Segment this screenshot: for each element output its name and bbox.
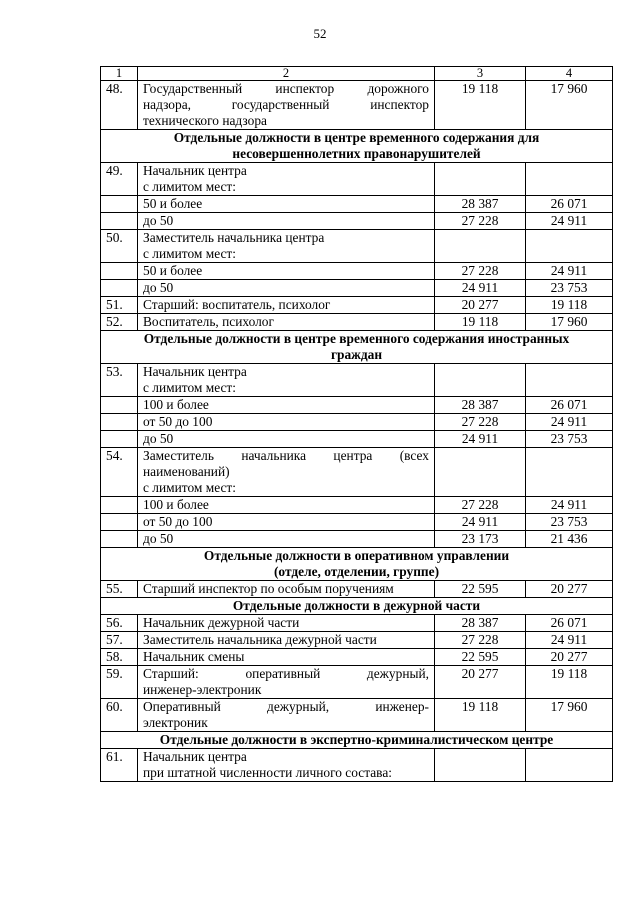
table-row	[101, 297, 613, 314]
section-heading	[101, 598, 613, 615]
value-col-4: 24 911	[526, 497, 613, 514]
value-col-3: 20 277	[435, 666, 526, 699]
table-row	[101, 163, 613, 196]
value-col-4: 23 753	[526, 280, 613, 297]
table-row	[101, 230, 613, 263]
value-col-3	[435, 448, 526, 497]
table-row	[101, 699, 613, 732]
value-col-3: 24 911	[435, 431, 526, 448]
limit-label: до 50	[138, 213, 435, 230]
section-heading-line: Отдельные должности в оперативном управлении	[203, 548, 510, 563]
value-col-3: 28 387	[435, 615, 526, 632]
row-number: 57.	[101, 632, 138, 649]
sub-row	[101, 531, 613, 548]
value-col-4	[526, 448, 613, 497]
table-row	[101, 81, 613, 130]
row-number: 56.	[101, 615, 138, 632]
position-title	[138, 314, 435, 331]
value-col-4: 23 753	[526, 431, 613, 448]
position-title-line: Воспитатель, психолог	[143, 314, 274, 329]
table-body	[101, 67, 613, 782]
row-number-empty	[101, 263, 138, 280]
sub-row	[101, 196, 613, 213]
row-number: 48.	[101, 81, 138, 130]
row-number: 59.	[101, 666, 138, 699]
value-col-4: 17 960	[526, 699, 613, 732]
position-title	[138, 364, 435, 397]
position-title-line: с лимитом мест:	[143, 380, 236, 395]
position-title-line: электроник	[143, 715, 208, 730]
value-col-3	[435, 749, 526, 782]
value-col-4: 21 436	[526, 531, 613, 548]
value-col-3: 23 173	[435, 531, 526, 548]
value-col-4: 17 960	[526, 314, 613, 331]
header-col-3: 3	[435, 67, 526, 81]
value-col-4: 20 277	[526, 649, 613, 666]
position-title-line: Начальник центра	[143, 749, 247, 764]
row-number: 50.	[101, 230, 138, 263]
row-number: 54.	[101, 448, 138, 497]
value-col-3	[435, 364, 526, 397]
value-col-3: 28 387	[435, 397, 526, 414]
row-number-empty	[101, 196, 138, 213]
table-row	[101, 581, 613, 598]
value-col-4: 24 911	[526, 263, 613, 280]
value-col-3: 22 595	[435, 581, 526, 598]
row-number: 55.	[101, 581, 138, 598]
row-number-empty	[101, 497, 138, 514]
value-col-4	[526, 364, 613, 397]
value-col-4: 24 911	[526, 632, 613, 649]
sub-row	[101, 280, 613, 297]
row-number-empty	[101, 213, 138, 230]
position-title-line: надзора, государственный инспектор	[143, 97, 429, 112]
table-row	[101, 666, 613, 699]
value-col-3: 27 228	[435, 213, 526, 230]
section-row	[101, 732, 613, 749]
table-row	[101, 364, 613, 397]
salary-table	[100, 66, 613, 782]
row-number-empty	[101, 531, 138, 548]
value-col-4: 26 071	[526, 196, 613, 213]
position-title-line: Оперативный дежурный, инженер-	[143, 699, 429, 714]
section-row	[101, 331, 613, 364]
value-col-4: 24 911	[526, 414, 613, 431]
sub-row	[101, 263, 613, 280]
header-col-1: 1	[101, 67, 138, 81]
limit-label: от 50 до 100	[138, 414, 435, 431]
value-col-4: 19 118	[526, 297, 613, 314]
position-title-line: Старший инспектор по особым поручениям	[143, 581, 394, 596]
position-title-line: при штатной численности личного состава:	[143, 765, 392, 780]
position-title-line: наименований)	[143, 464, 230, 479]
limit-label: 50 и более	[138, 263, 435, 280]
value-col-3: 28 387	[435, 196, 526, 213]
section-heading	[101, 331, 613, 364]
sub-row	[101, 397, 613, 414]
position-title	[138, 448, 435, 497]
position-title	[138, 230, 435, 263]
section-heading-line: Отдельные должности в центре временного содержания иностранных	[143, 331, 570, 346]
section-row	[101, 548, 613, 581]
value-col-3: 19 118	[435, 81, 526, 130]
position-title-line: Начальник дежурной части	[143, 615, 300, 630]
section-heading-line: граждан	[330, 347, 383, 362]
sub-row	[101, 514, 613, 531]
section-heading	[101, 130, 613, 163]
value-col-4: 24 911	[526, 213, 613, 230]
value-col-3: 24 911	[435, 514, 526, 531]
position-title	[138, 649, 435, 666]
position-title-line: инженер-электроник	[143, 682, 262, 697]
table-row	[101, 615, 613, 632]
position-title-line: Начальник смены	[143, 649, 245, 664]
table-row	[101, 448, 613, 497]
section-heading	[101, 732, 613, 749]
value-col-4	[526, 749, 613, 782]
position-title-line: с лимитом мест:	[143, 179, 236, 194]
position-title-line: Начальник центра	[143, 163, 247, 178]
value-col-4	[526, 163, 613, 196]
row-number: 53.	[101, 364, 138, 397]
value-col-3: 24 911	[435, 280, 526, 297]
position-title	[138, 297, 435, 314]
position-title-line: с лимитом мест:	[143, 480, 236, 495]
row-number-empty	[101, 397, 138, 414]
section-heading-line: несовершеннолетних правонарушителей	[232, 146, 481, 161]
value-col-3: 20 277	[435, 297, 526, 314]
limit-label: 100 и более	[138, 397, 435, 414]
position-title-line: с лимитом мест:	[143, 246, 236, 261]
value-col-4: 17 960	[526, 81, 613, 130]
value-col-4: 19 118	[526, 666, 613, 699]
position-title-line: Заместитель начальника центра (всех	[143, 448, 429, 463]
position-title-line: Старший: воспитатель, психолог	[143, 297, 331, 312]
position-title-line: Старший: оперативный дежурный,	[143, 666, 429, 681]
value-col-3: 22 595	[435, 649, 526, 666]
table-row	[101, 632, 613, 649]
value-col-4: 26 071	[526, 397, 613, 414]
position-title-line: технического надзора	[143, 113, 267, 128]
position-title-line: Государственный инспектор дорожного	[143, 81, 429, 96]
section-heading-line: Отдельные должности в дежурной части	[232, 598, 481, 613]
sub-row	[101, 431, 613, 448]
table-row	[101, 649, 613, 666]
value-col-3: 19 118	[435, 314, 526, 331]
value-col-3	[435, 230, 526, 263]
position-title	[138, 749, 435, 782]
limit-label: до 50	[138, 431, 435, 448]
position-title	[138, 163, 435, 196]
row-number: 51.	[101, 297, 138, 314]
header-col-2: 2	[138, 67, 435, 81]
section-heading-line: Отдельные должности в центре временного содержания для	[173, 130, 540, 145]
row-number-empty	[101, 514, 138, 531]
row-number: 58.	[101, 649, 138, 666]
value-col-4: 23 753	[526, 514, 613, 531]
row-number-empty	[101, 431, 138, 448]
row-number: 61.	[101, 749, 138, 782]
header-col-4: 4	[526, 67, 613, 81]
value-col-3: 27 228	[435, 632, 526, 649]
limit-label: от 50 до 100	[138, 514, 435, 531]
value-col-4: 26 071	[526, 615, 613, 632]
section-row	[101, 598, 613, 615]
row-number: 52.	[101, 314, 138, 331]
page-number: 52	[313, 26, 327, 41]
sub-row	[101, 414, 613, 431]
table-row	[101, 749, 613, 782]
sub-row	[101, 497, 613, 514]
row-number-empty	[101, 280, 138, 297]
sub-row	[101, 213, 613, 230]
position-title-line: Заместитель начальника дежурной части	[143, 632, 377, 647]
position-title-line: Заместитель начальника центра	[143, 230, 325, 245]
value-col-3: 27 228	[435, 497, 526, 514]
limit-label: 100 и более	[138, 497, 435, 514]
row-number: 60.	[101, 699, 138, 732]
value-col-4: 20 277	[526, 581, 613, 598]
value-col-4	[526, 230, 613, 263]
value-col-3: 27 228	[435, 263, 526, 280]
value-col-3	[435, 163, 526, 196]
section-row	[101, 130, 613, 163]
position-title	[138, 81, 435, 130]
position-title	[138, 615, 435, 632]
position-title	[138, 581, 435, 598]
limit-label: до 50	[138, 531, 435, 548]
position-title	[138, 632, 435, 649]
limit-label: 50 и более	[138, 196, 435, 213]
section-heading-line: (отделе, отделении, группе)	[273, 564, 440, 579]
table-header-row	[101, 67, 613, 81]
table-row	[101, 314, 613, 331]
value-col-3: 19 118	[435, 699, 526, 732]
position-title	[138, 666, 435, 699]
limit-label: до 50	[138, 280, 435, 297]
row-number: 49.	[101, 163, 138, 196]
section-heading-line: Отдельные должности в экспертно-криминалистическом центре	[159, 732, 554, 747]
position-title-line: Начальник центра	[143, 364, 247, 379]
row-number-empty	[101, 414, 138, 431]
section-heading	[101, 548, 613, 581]
value-col-3: 27 228	[435, 414, 526, 431]
position-title	[138, 699, 435, 732]
